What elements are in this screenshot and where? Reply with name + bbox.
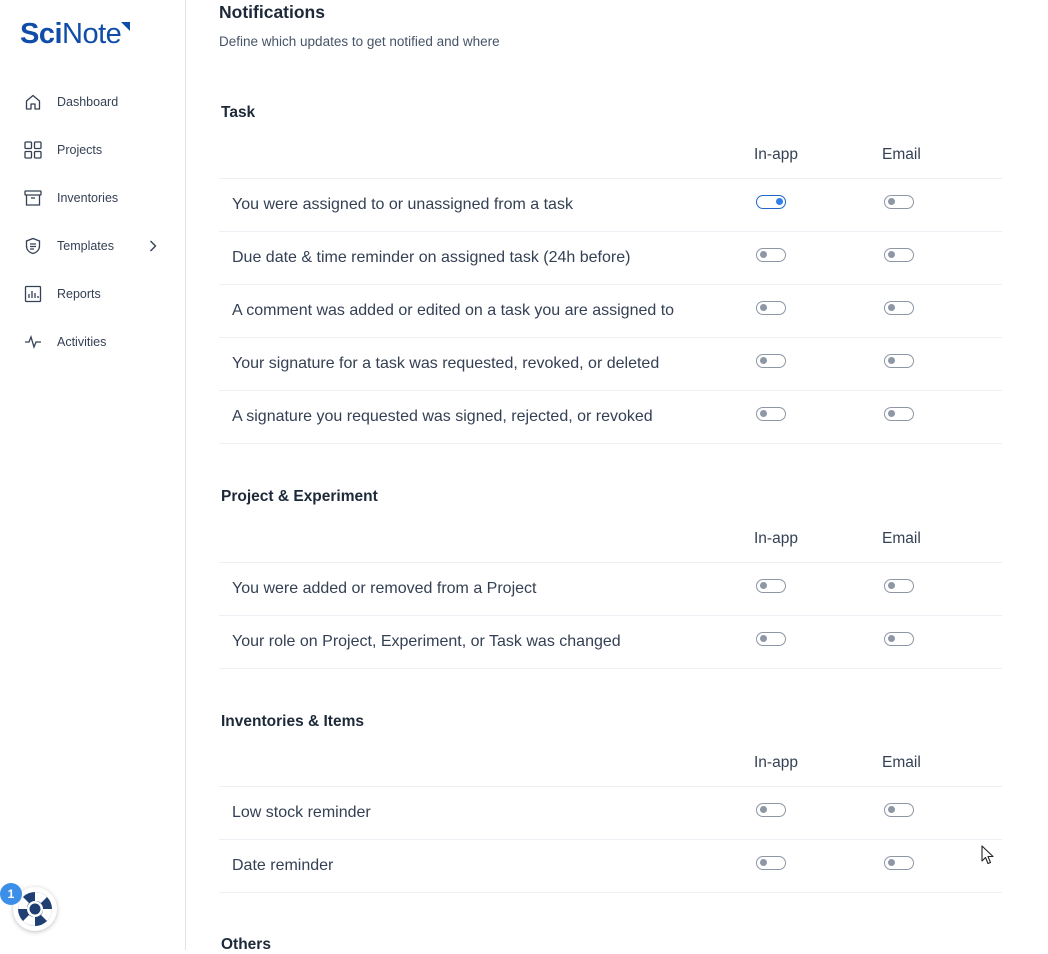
notification-label: A comment was added or edited on a task you are assigned to	[232, 302, 675, 319]
archive-icon	[23, 188, 43, 208]
page-subtitle: Define which updates to get notified and where	[219, 34, 500, 49]
inapp-toggle[interactable]	[756, 856, 786, 870]
main-content	[187, 0, 1048, 953]
inapp-toggle[interactable]	[756, 248, 786, 262]
toggle-knob	[888, 806, 895, 813]
table-row	[219, 563, 1002, 616]
sidebar-item-templates[interactable]	[0, 222, 186, 270]
toggle-knob	[888, 410, 895, 417]
column-header-inapp: In-app	[754, 754, 798, 771]
sidebar-item-projects[interactable]	[0, 126, 186, 174]
toggle-knob	[760, 357, 767, 364]
email-toggle[interactable]	[884, 579, 914, 593]
sidebar-item-label: Dashboard	[57, 95, 119, 109]
toggle-knob	[888, 198, 895, 205]
column-header-inapp: In-app	[754, 530, 798, 547]
sidebar-item-label: Inventories	[57, 191, 119, 205]
toggle-knob	[760, 410, 767, 417]
logo-corner-mark	[121, 22, 130, 31]
notification-label: Due date & time reminder on assigned task (24h before)	[232, 249, 631, 266]
section-title: Others	[221, 936, 271, 953]
toggle-knob	[760, 806, 767, 813]
sidebar	[0, 0, 186, 950]
table-row	[219, 840, 1002, 893]
email-toggle[interactable]	[884, 803, 914, 817]
page-title: Notifications	[219, 2, 325, 22]
notification-label: Your role on Project, Experiment, or Task was changed	[232, 633, 621, 650]
table-row	[219, 179, 1002, 232]
sidebar-item-label: Activities	[57, 335, 107, 349]
email-toggle[interactable]	[884, 195, 914, 209]
notification-label: You were added or removed from a Project	[232, 580, 537, 597]
email-toggle[interactable]	[884, 248, 914, 262]
toggle-knob	[888, 304, 895, 311]
toggle-knob	[760, 859, 767, 866]
email-toggle[interactable]	[884, 354, 914, 368]
notification-label: Low stock reminder	[232, 804, 371, 821]
section-title: Project & Experiment	[221, 488, 378, 505]
scinote-logo[interactable]	[20, 16, 121, 52]
section-title: Task	[221, 104, 256, 121]
inapp-toggle[interactable]	[756, 354, 786, 368]
column-header-email: Email	[882, 530, 921, 547]
mouse-cursor-icon	[981, 845, 995, 865]
notification-label: Your signature for a task was requested, revoked, or deleted	[232, 355, 660, 372]
sidebar-nav	[0, 78, 186, 366]
notification-label: A signature you requested was signed, rejected, or revoked	[232, 408, 653, 425]
inapp-toggle[interactable]	[756, 803, 786, 817]
notification-badge: 1	[0, 883, 22, 905]
inapp-toggle[interactable]	[756, 195, 786, 209]
inapp-toggle[interactable]	[756, 301, 786, 315]
toggle-knob	[888, 357, 895, 364]
table-row	[219, 616, 1002, 669]
email-toggle[interactable]	[884, 632, 914, 646]
email-toggle[interactable]	[884, 407, 914, 421]
inapp-toggle[interactable]	[756, 579, 786, 593]
chevron-right-icon[interactable]	[146, 239, 160, 253]
help-widget[interactable]	[7, 886, 60, 936]
toggle-knob	[760, 635, 767, 642]
column-header-inapp: In-app	[754, 146, 798, 163]
table-row	[219, 232, 1002, 285]
logo-text-note: Note	[62, 18, 122, 50]
toggle-knob	[888, 582, 895, 589]
toggle-knob	[760, 251, 767, 258]
email-toggle[interactable]	[884, 301, 914, 315]
notification-label: Date reminder	[232, 857, 334, 874]
sidebar-item-dashboard[interactable]	[0, 78, 186, 126]
sidebar-item-inventories[interactable]	[0, 174, 186, 222]
sidebar-item-label: Templates	[57, 239, 114, 253]
table-row	[219, 391, 1002, 444]
toggle-knob	[760, 304, 767, 311]
toggle-knob	[760, 582, 767, 589]
table-row	[219, 787, 1002, 840]
notification-label: You were assigned to or unassigned from a task	[232, 196, 573, 213]
sidebar-item-reports[interactable]	[0, 270, 186, 318]
pulse-icon	[23, 332, 43, 352]
sidebar-item-label: Projects	[57, 143, 103, 157]
shield-icon	[23, 236, 43, 256]
table-row	[219, 338, 1002, 391]
section-title: Inventories & Items	[221, 713, 364, 730]
toggle-knob	[888, 859, 895, 866]
sidebar-item-label: Reports	[57, 287, 101, 301]
inapp-toggle[interactable]	[756, 632, 786, 646]
table-row	[219, 285, 1002, 338]
grid-icon	[23, 140, 43, 160]
toggle-knob	[776, 198, 783, 205]
sidebar-item-activities[interactable]	[0, 318, 186, 366]
toggle-knob	[888, 635, 895, 642]
column-header-email: Email	[882, 754, 921, 771]
column-header-email: Email	[882, 146, 921, 163]
chart-icon	[23, 284, 43, 304]
logo-text-sci: Sci	[20, 18, 63, 50]
toggle-knob	[888, 251, 895, 258]
email-toggle[interactable]	[884, 856, 914, 870]
inapp-toggle[interactable]	[756, 407, 786, 421]
home-icon	[23, 92, 43, 112]
